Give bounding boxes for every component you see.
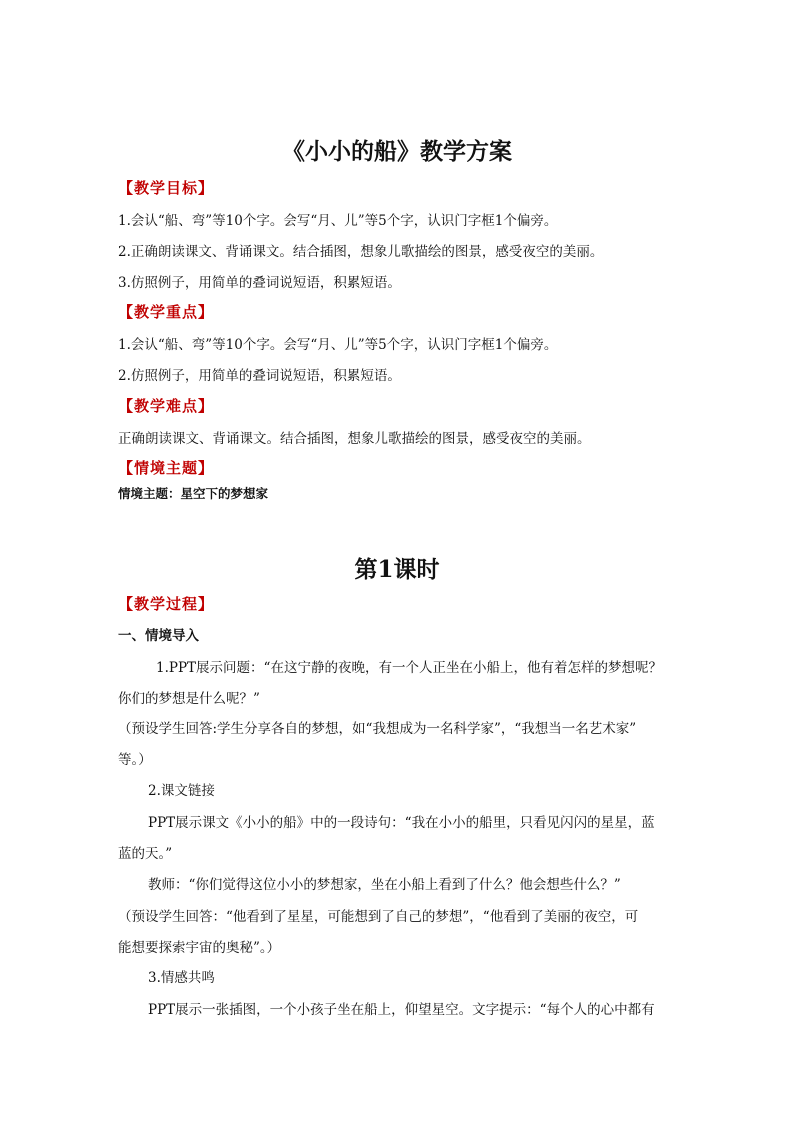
key-points-item-1: 1.会认“船、弯”等10个字。会写“月、儿”等5个字，认识门字框1个偏旁。 (118, 337, 558, 353)
key-points-item-2: 2.仿照例子，用简单的叠词说短语，积累短语。 (118, 368, 401, 384)
process-line-1: 1.PPT展示问题：“在这宁静的夜晚，有一个人正坐在小船上，他有着怎样的梦想呢？ (156, 660, 662, 676)
goals-item-2: 2.正确朗读课文、背诵课文。结合插图，想象儿歌描绘的图景，感受夜空的美丽。 (118, 244, 604, 260)
process-line-10: 能想要探索宇宙的奥秘”。） (118, 940, 281, 956)
difficulties-heading: 【教学难点】 (118, 397, 215, 415)
key-points-heading: 【教学重点】 (118, 303, 215, 321)
goals-item-1: 1.会认“船、弯”等10个字。会写“月、儿”等5个字，认识门字框1个偏旁。 (118, 213, 558, 229)
process-line-7: 蓝的天。” (118, 846, 173, 862)
process-line-5: 2.课文链接 (148, 783, 215, 799)
process-line-4: 等。） (118, 752, 152, 768)
document-title: 《小小的船》教学方案 (282, 138, 512, 165)
process-part-1: 一、情境导入 (118, 628, 199, 644)
process-line-6: PPT展示课文《小小的船》中的一段诗句：“我在小小的船里，只看见闪闪的星星，蓝 (148, 815, 655, 831)
theme-heading: 【情境主题】 (118, 459, 215, 477)
goals-item-3: 3.仿照例子，用简单的叠词说短语，积累短语。 (118, 275, 401, 291)
process-line-11: 3.情感共鸣 (148, 970, 215, 986)
difficulties-item-1: 正确朗读课文、背诵课文。结合插图，想象儿歌描绘的图景，感受夜空的美丽。 (118, 431, 591, 447)
theme-text: 情境主题：星空下的梦想家 (118, 486, 269, 501)
process-line-9: （预设学生回答：“他看到了星星，可能想到了自己的梦想”，“他看到了美丽的夜空，可 (118, 909, 639, 925)
goals-heading: 【教学目标】 (118, 179, 215, 197)
process-line-2: 你们的梦想是什么呢？” (118, 691, 260, 707)
process-line-3: （预设学生回答:学生分享各自的梦想，如“我想成为一名科学家”，“我想当一名艺术家” (118, 721, 637, 737)
lesson-title: 第1课时 (354, 556, 440, 583)
process-line-8: 教师：“你们觉得这位小小的梦想家，坐在小船上看到了什么？他会想些什么？” (148, 877, 621, 893)
process-heading: 【教学过程】 (118, 595, 215, 613)
process-line-12: PPT展示一张插图，一个小孩子坐在船上，仰望星空。文字提示：“每个人的心中都有 (148, 1002, 655, 1018)
